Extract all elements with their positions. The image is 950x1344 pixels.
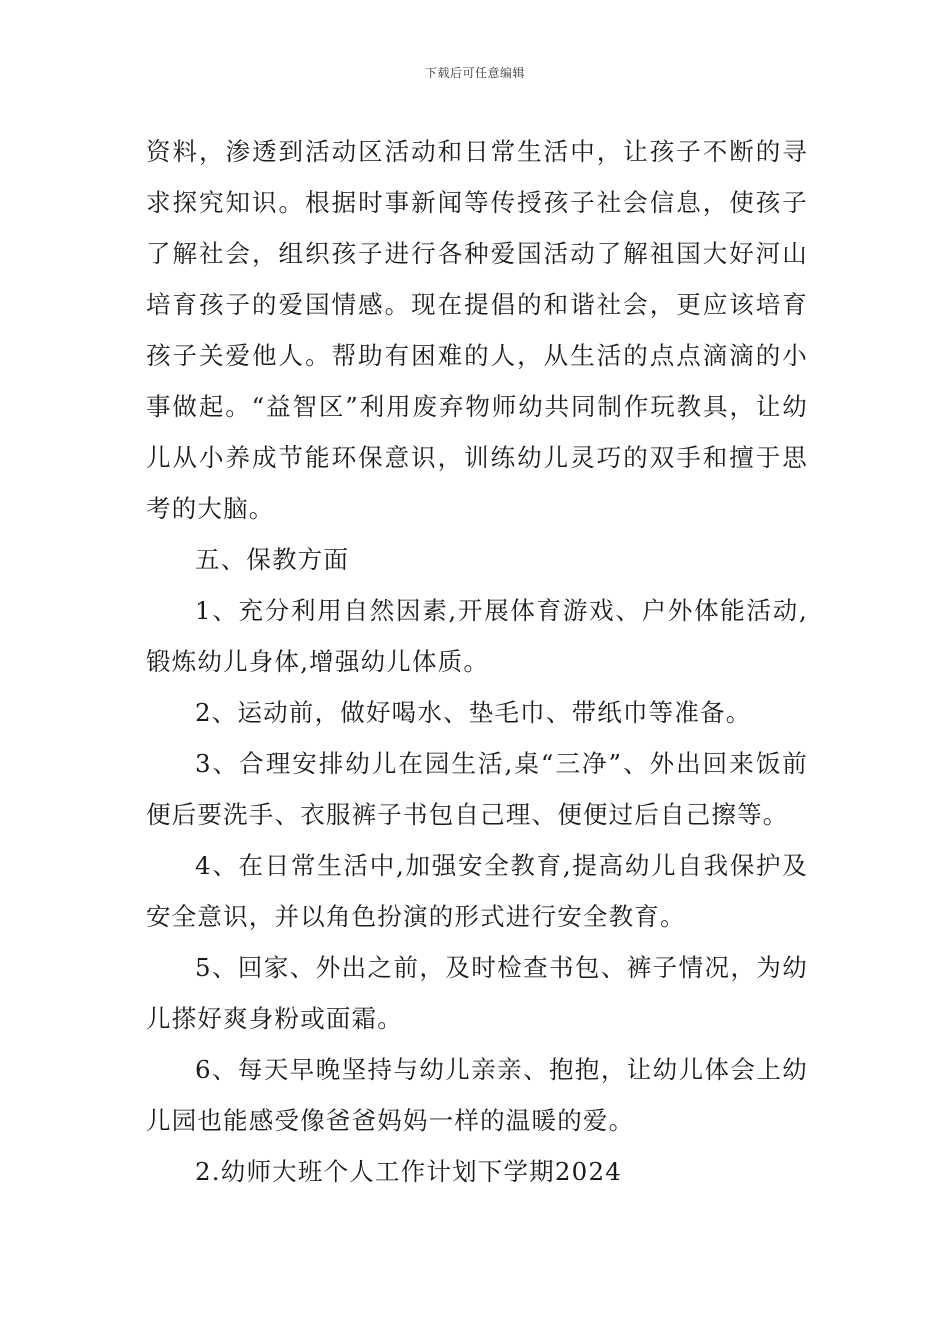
list-item-4: 4、在日常生活中,加强安全教育,提高幼儿自我保护及安全意识，并以角色扮演的形式进行安全教育。 (146, 851, 808, 931)
paragraph-continuation: 资料，渗透到活动区活动和日常生活中，让孩子不断的寻求探究知识。根据时事新闻等传授孩子社会信息，使孩子了解社会，组织孩子进行各种爱国活动了解祖国大好河山培育孩子的爱国情感。现在提倡的和谐社会，更应该培育孩子关爱他人。帮助有困难的人，从生活的点点滴滴的小事做起。“益智区”利用废弃物师幼共同制作玩教具，让幼儿从小养成节能环保意识，训练幼儿灵巧的双手和擅于思考的大脑。 (146, 137, 808, 523)
list-item-3: 3、合理安排幼儿在园生活,桌“三净”、外出回来饭前便后要洗手、衣服裤子书包自己理、便便过后自己擦等。 (146, 749, 808, 829)
next-section-title: 2.幼师大班个人工作计划下学期2024 (195, 1157, 623, 1186)
list-item-5: 5、回家、外出之前，及时检查书包、裤子情况，为幼儿搽好爽身粉或面霜。 (146, 953, 808, 1033)
list-item-1: 1、充分利用自然因素,开展体育游戏、户外体能活动,锻炼幼儿身体,增强幼儿体质。 (146, 596, 808, 676)
page-header: 下载后可任意编辑 (424, 66, 525, 80)
list-item-6: 6、每天早晚坚持与幼儿亲亲、抱抱，让幼儿体会上幼儿园也能感受像爸爸妈妈一样的温暖的爱。 (146, 1055, 808, 1135)
list-item-2: 2、运动前，做好喝水、垫毛巾、带纸巾等准备。 (195, 698, 752, 727)
document-body (146, 126, 808, 1197)
section-heading-baojiao: 五、保教方面 (195, 545, 350, 574)
